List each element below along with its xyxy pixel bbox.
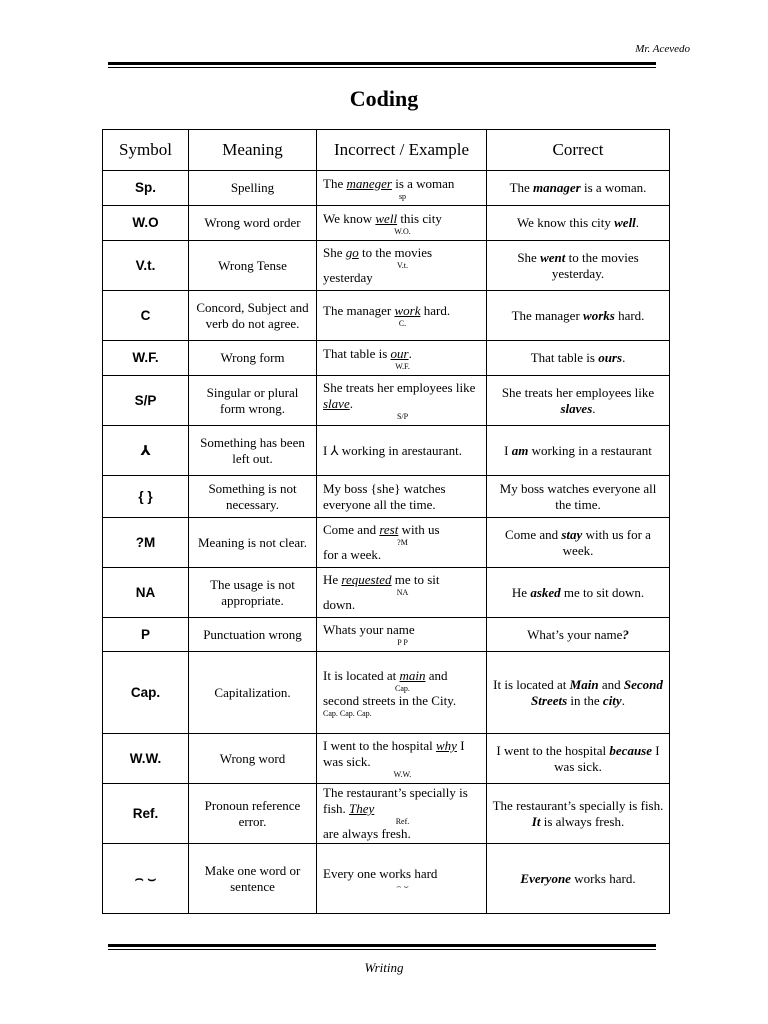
example-text-rest: me to sit — [391, 572, 440, 587]
correct-text: Come and — [505, 526, 562, 542]
error-word: go — [345, 245, 359, 260]
correct-text-3: . — [621, 692, 625, 708]
symbol-cell: S/P — [103, 376, 189, 426]
correct-cell — [487, 568, 670, 618]
correct-text: What’s your name — [527, 626, 623, 642]
example-text-rest: is a woman — [391, 175, 455, 191]
example-continuation: second streets in the City. — [323, 692, 457, 708]
example-text-rest: . — [408, 345, 412, 361]
error-code: NA — [396, 588, 409, 597]
error-code: W.F. — [395, 361, 410, 371]
example-text-rest: hard. — [420, 303, 451, 318]
example-continuation: are always fresh. — [323, 826, 411, 841]
header-rule-thin — [108, 67, 656, 68]
example-text: The restaurant’s specially is fish. — [323, 785, 468, 816]
table-row — [103, 476, 670, 518]
error-word: work — [394, 303, 421, 318]
error-code: P P — [397, 638, 408, 647]
correct-text: We know this city — [516, 215, 615, 230]
corrected-word: slaves — [560, 400, 593, 416]
example-text: The — [323, 175, 347, 191]
meaning-cell: Spelling — [189, 171, 317, 206]
example-text-rest: this city — [397, 210, 442, 226]
error-word: rest — [379, 522, 399, 537]
correct-text-rest: working in a restaurant — [528, 442, 652, 458]
incorrect-example-cell — [317, 844, 487, 914]
example-text: My boss {she} watches everyone all the time. — [323, 480, 446, 512]
table-row — [103, 171, 670, 206]
meaning-cell: Make one word or sentence — [189, 844, 317, 914]
corrected-word: ? — [622, 626, 629, 642]
error-code: W.W. — [393, 770, 412, 779]
corrected-word: It — [531, 813, 541, 829]
correct-text: The — [509, 180, 534, 195]
incorrect-example-cell — [317, 376, 487, 426]
incorrect-example-cell — [317, 426, 487, 476]
correct-text: She treats her employees like — [501, 384, 655, 400]
error-word: requested — [341, 572, 392, 587]
error-word: why — [436, 738, 457, 753]
symbol-cell: ⌢ ⌣ — [103, 844, 189, 914]
table-row — [103, 652, 670, 734]
table-row — [103, 784, 670, 844]
meaning-cell: Meaning is not clear. — [189, 518, 317, 568]
example-text: That table is — [323, 345, 391, 361]
example-text-rest: . — [349, 396, 353, 411]
correct-cell — [487, 518, 670, 568]
correct-cell — [487, 476, 670, 518]
correct-text: He — [511, 584, 531, 600]
correct-cell — [487, 341, 670, 376]
example-continuation: yesterday — [323, 270, 373, 285]
error-code: Cap. — [395, 683, 410, 693]
meaning-cell: Wrong word order — [189, 206, 317, 241]
incorrect-example-cell — [317, 618, 487, 652]
correct-cell — [487, 376, 670, 426]
correct-cell — [487, 618, 670, 652]
table-row — [103, 376, 670, 426]
example-text-rest: and — [425, 667, 448, 683]
correct-text-rest: works hard. — [570, 870, 636, 886]
example-text-rest: with us — [398, 522, 440, 537]
symbol-cell: Sp. — [103, 171, 189, 206]
symbol-cell: NA — [103, 568, 189, 618]
error-word: maneger — [346, 175, 392, 191]
correct-text-rest: with us for a week. — [562, 526, 651, 558]
example-continuation: down. — [323, 597, 356, 612]
table-row — [103, 518, 670, 568]
corrected-word: stay — [561, 526, 583, 542]
footer-rule-thick — [108, 944, 656, 947]
corrected-word: because — [609, 742, 653, 758]
coding-table — [102, 129, 670, 914]
meaning-cell: Wrong word — [189, 734, 317, 784]
correct-text: I — [504, 442, 512, 458]
correct-text: The manager — [511, 307, 584, 323]
corrected-word-3: city — [602, 692, 622, 708]
header-correct: Correct — [487, 130, 670, 171]
error-code: S/P — [396, 412, 409, 421]
correct-text: I went to the hospital — [496, 742, 610, 758]
example-text: I ⅄ working in a — [323, 442, 408, 458]
corrected-word: well — [614, 215, 636, 230]
header-rule-thick — [108, 62, 656, 65]
error-code: ?M — [397, 538, 408, 547]
error-word: They — [349, 801, 375, 816]
symbol-cell: W.W. — [103, 734, 189, 784]
corrected-word: am — [511, 442, 529, 458]
example-text-rest: I was sick. — [323, 738, 465, 769]
meaning-cell: Something has been left out. — [189, 426, 317, 476]
corrected-word: went — [540, 249, 566, 265]
error-code: W.O. — [394, 226, 411, 236]
correct-text-rest: I was sick. — [554, 742, 660, 774]
symbol-cell: C — [103, 291, 189, 341]
incorrect-example-cell — [317, 206, 487, 241]
correct-text-rest: me to sit down. — [560, 584, 645, 600]
symbol-cell: ⅄ — [103, 426, 189, 476]
error-word: our — [390, 345, 409, 361]
meaning-cell: Pronoun reference error. — [189, 784, 317, 844]
symbol-cell: Ref. — [103, 784, 189, 844]
page-title: Coding — [349, 86, 419, 111]
example-text: Every one works hard — [323, 866, 438, 881]
author-name: Mr. Acevedo — [635, 43, 690, 55]
meaning-cell: Wrong Tense — [189, 241, 317, 291]
error-code: V.t. — [397, 261, 408, 270]
correct-text: My boss watches everyone all the time. — [499, 480, 657, 512]
symbol-cell: W.F. — [103, 341, 189, 376]
example-text-rest: to the movies — [358, 245, 433, 260]
error-code: sp — [398, 191, 407, 201]
symbol-cell: Cap. — [103, 652, 189, 734]
example-text: I went to the hospital — [323, 738, 437, 753]
correct-text-rest: and — [598, 676, 624, 692]
header-symbol: Symbol — [103, 130, 189, 171]
table-row — [103, 291, 670, 341]
correct-cell — [487, 241, 670, 291]
correct-cell — [487, 291, 670, 341]
footer-rule-thin — [108, 949, 656, 950]
correct-text: The restaurant’s specially is fish. — [492, 797, 664, 813]
table-row — [103, 844, 670, 914]
correct-cell — [487, 652, 670, 734]
table-row — [103, 241, 670, 291]
correct-text-rest: is a woman. — [580, 180, 647, 195]
incorrect-example-cell — [317, 291, 487, 341]
corrected-word: asked — [530, 584, 561, 600]
table-row — [103, 734, 670, 784]
header-incorrect: Incorrect / Example — [317, 130, 487, 171]
error-word: slave — [323, 396, 350, 411]
correct-text-rest: . — [635, 215, 640, 230]
table-row — [103, 426, 670, 476]
meaning-cell: Wrong form — [189, 341, 317, 376]
table-row — [103, 206, 670, 241]
incorrect-example-cell — [317, 518, 487, 568]
example-text: She treats her employees like — [323, 380, 476, 395]
symbol-cell: ?M — [103, 518, 189, 568]
table-header-row — [103, 130, 670, 171]
incorrect-example-cell — [317, 476, 487, 518]
table-row — [103, 341, 670, 376]
correct-cell — [487, 734, 670, 784]
correct-cell — [487, 844, 670, 914]
correct-cell — [487, 171, 670, 206]
corrected-word: ours — [598, 350, 623, 365]
meaning-cell: Capitalization. — [189, 652, 317, 734]
header-meaning: Meaning — [189, 130, 317, 171]
meaning-cell: The usage is not appropriate. — [189, 568, 317, 618]
correct-text-rest: to the movies yesterday. — [551, 249, 639, 281]
symbol-cell: W.O — [103, 206, 189, 241]
example-text: We know — [323, 210, 376, 226]
correct-text-2: in the — [567, 692, 603, 708]
correct-cell — [487, 784, 670, 844]
symbol-cell: { } — [103, 476, 189, 518]
correct-cell — [487, 206, 670, 241]
error-code: C. — [398, 319, 407, 328]
corrected-word: works — [583, 307, 615, 323]
correct-text-rest: . — [592, 400, 596, 416]
symbol-cell: P — [103, 618, 189, 652]
error-code: ⌢ ⌣ — [396, 882, 409, 891]
example-text: The manager — [323, 303, 395, 318]
corrected-word: Everyone — [520, 870, 571, 886]
footer-label: Writing — [364, 960, 404, 975]
corrected-word: Main — [569, 676, 599, 692]
correct-text-rest: . — [622, 350, 626, 365]
error-code: Ref. — [395, 817, 410, 826]
meaning-cell: Punctuation wrong — [189, 618, 317, 652]
corrected-word-2: Second Streets — [531, 676, 663, 708]
example-text: Come and — [323, 522, 380, 537]
example-text: It is located at — [323, 667, 400, 683]
correct-text: It is located at — [493, 676, 570, 692]
table-row — [103, 568, 670, 618]
meaning-cell: Something is not necessary. — [189, 476, 317, 518]
example-text: She — [323, 245, 346, 260]
example-text: Whats your name — [323, 622, 415, 637]
symbol-cell: V.t. — [103, 241, 189, 291]
incorrect-example-cell — [317, 652, 487, 734]
example-text: He — [323, 572, 342, 587]
error-word: main — [399, 667, 426, 683]
correct-text: She — [517, 249, 541, 265]
example-continuation: for a week. — [323, 547, 382, 562]
correct-cell — [487, 426, 670, 476]
error-word: well — [375, 210, 398, 226]
example-continuation: restaurant. — [407, 442, 462, 458]
meaning-cell: Concord, Subject and verb do not agree. — [189, 291, 317, 341]
incorrect-example-cell — [317, 568, 487, 618]
meaning-cell: Singular or plural form wrong. — [189, 376, 317, 426]
corrected-word: manager — [533, 180, 581, 195]
error-code-secondary: Cap. Cap. Cap. — [323, 708, 372, 718]
correct-text-rest: hard. — [614, 307, 645, 323]
incorrect-example-cell — [317, 784, 487, 844]
incorrect-example-cell — [317, 171, 487, 206]
correct-text-rest: is always fresh. — [540, 813, 625, 829]
table-row — [103, 618, 670, 652]
correct-text: That table is — [530, 350, 599, 365]
table-body — [103, 171, 670, 914]
incorrect-example-cell — [317, 241, 487, 291]
incorrect-example-cell — [317, 734, 487, 784]
incorrect-example-cell — [317, 341, 487, 376]
